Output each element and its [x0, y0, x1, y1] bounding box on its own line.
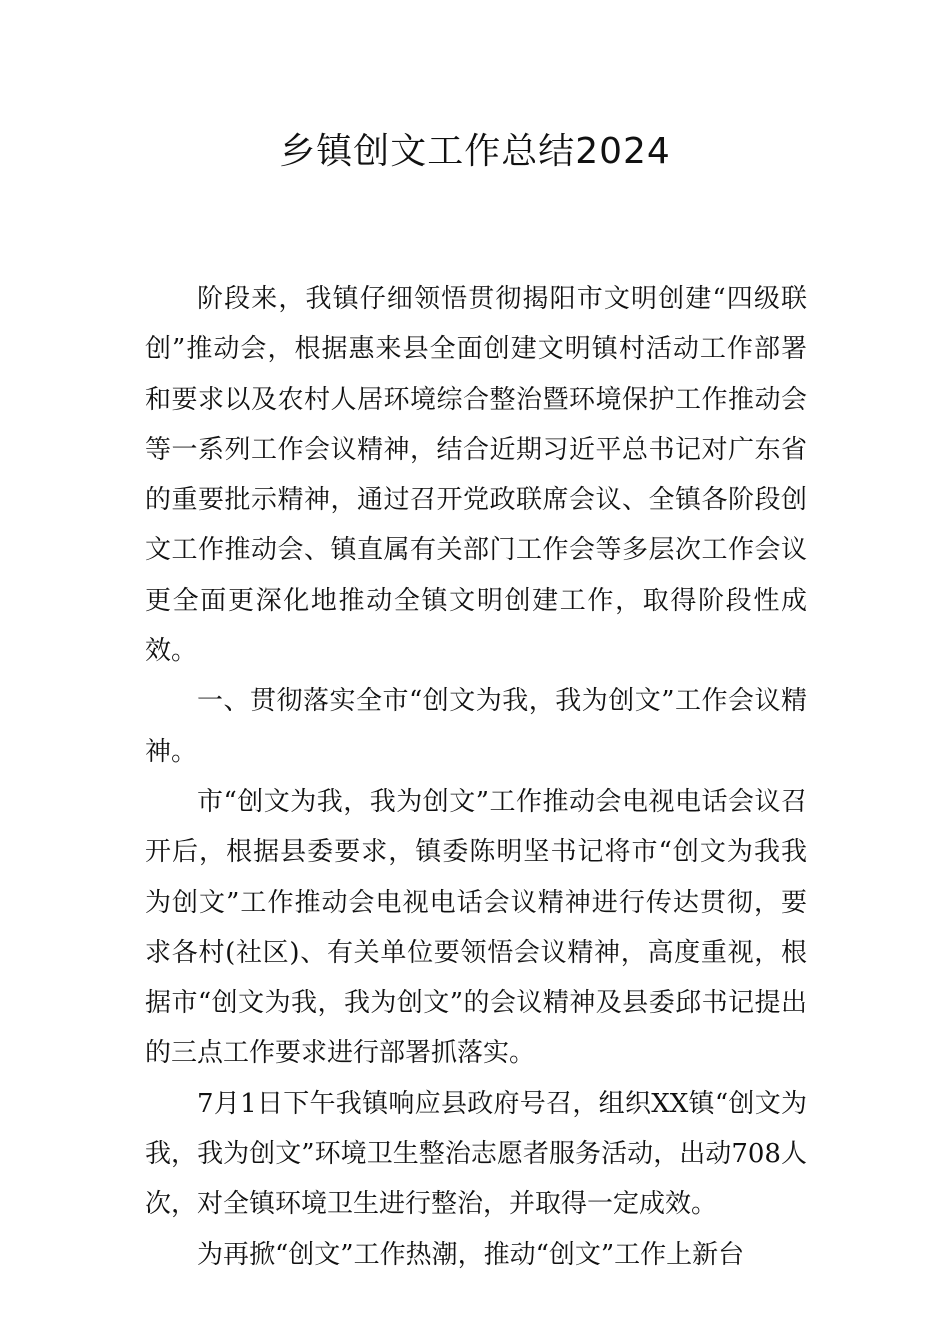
paragraph-volunteer-activity: 7月1日下午我镇响应县政府号召，组织XX镇“创文为我，我为创文”环境卫生整治志愿者服务活动，出动708人次，对全镇环境卫生进行整治，并取得一定成效。: [145, 1088, 807, 1220]
document-body: [145, 274, 807, 1280]
paragraph-continuation: 为再掀“创文”工作热潮，推动“创文”工作上新台: [197, 1239, 745, 1270]
paragraph-section-heading: 一、贯彻落实全市“创文为我，我为创文”工作会议精神。: [145, 686, 807, 767]
document-title: 乡镇创文工作总结2024: [279, 131, 671, 172]
paragraph-meeting: 市“创文为我，我为创文”工作推动会电视电话会议召开后，根据县委要求，镇委陈明坚书记将市“创文为我我为创文”工作推动会电视电话会议精神进行传达贯彻，要求各村(社区)、有关单位要领悟会议精神，高度重视，根据市“创文为我，我为创文”的会议精神及县委邱书记提出的三点工作要求进行部署抓落实。: [145, 786, 807, 1069]
paragraph-intro: 阶段来，我镇仔细领悟贯彻揭阳市文明创建“四级联创”推动会，根据惠来县全面创建文明镇村活动工作部署和要求以及农村人居环境综合整治暨环境保护工作推动会等一系列工作会议精神，结合近期习近平总书记对广东省的重要批示精神，通过召开党政联席会议、全镇各阶段创文工作推动会、镇直属有关部门工作会等多层次工作会议更全面更深化地推动全镇文明创建工作，取得阶段性成效。: [145, 284, 807, 667]
